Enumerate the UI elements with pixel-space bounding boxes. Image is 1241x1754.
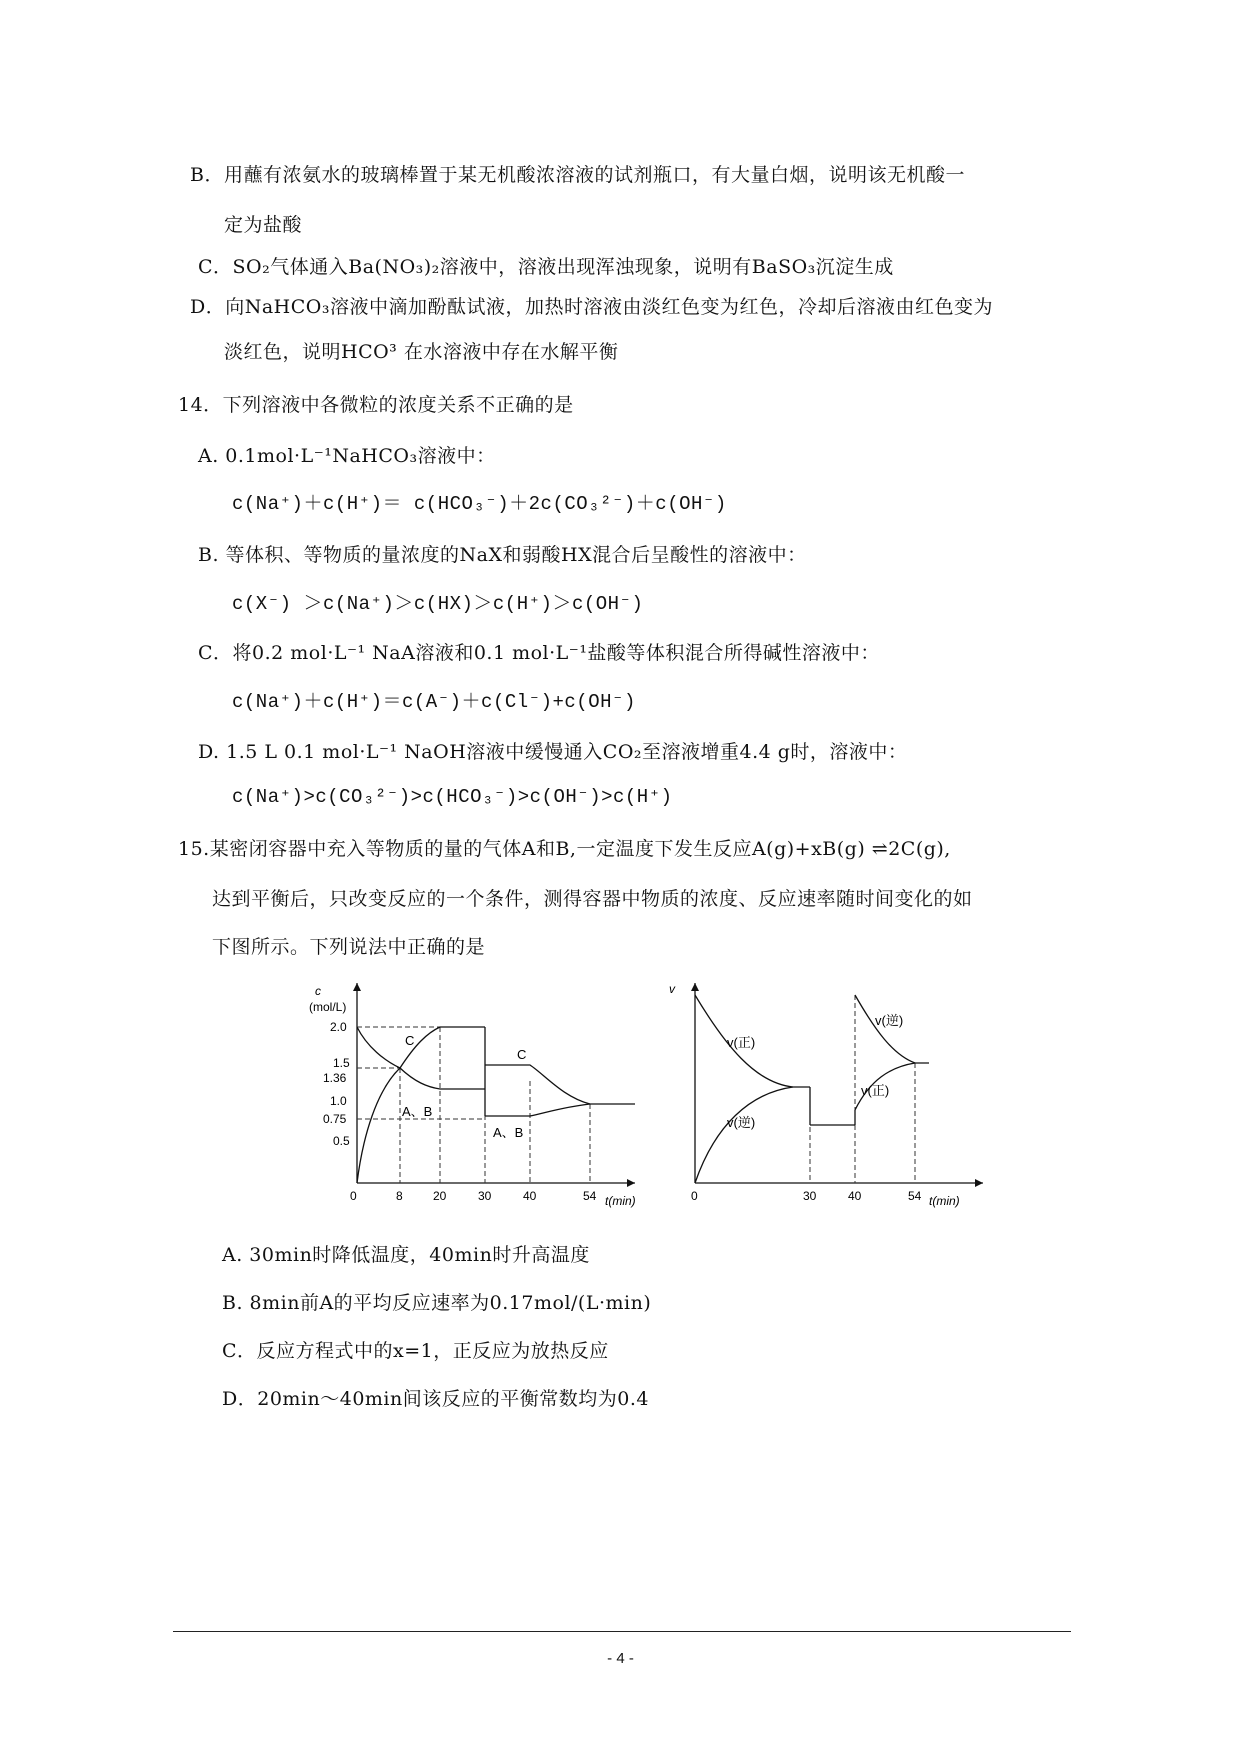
q15-option-a: A. 30min时降低温度，40min时升高温度 (222, 1244, 590, 1266)
c-chart-ytick-2.0: 2.0 (330, 1020, 347, 1034)
v-chart-xtick-40: 40 (848, 1189, 862, 1203)
q14-option-a-line1: A. 0.1mol·L⁻¹NaHCO₃溶液中： (198, 445, 496, 467)
c-chart-ytick-1.5: 1.5 (333, 1056, 350, 1070)
v-chart-reverse-rate-first (695, 1087, 793, 1183)
c-chart-label-c-first: C (405, 1033, 415, 1048)
q15-option-d: D．20min～40min间该反应的平衡常数均为0.4 (222, 1388, 649, 1410)
concentration-time-chart (305, 975, 645, 1215)
c-chart-xtick-8: 8 (396, 1189, 403, 1203)
v-chart-xtick-54: 54 (908, 1189, 922, 1203)
q14-stem: 14．下列溶液中各微粒的浓度关系不正确的是 (178, 394, 574, 416)
c-chart-ytick-0.75: 0.75 (323, 1112, 347, 1126)
c-chart-series-ab-after30 (485, 1104, 590, 1116)
q15-stem-line3: 下图所示。下列说法中正确的是 (212, 936, 486, 958)
q13-option-d-line1: D．向NaHCO₃溶液中滴加酚酞试液，加热时溶液由淡红色变为红色，冷却后溶液由红色变为 (190, 296, 993, 318)
c-chart-guide-lines (357, 1027, 590, 1183)
v-chart-label-forward-first: v(正) (727, 1035, 756, 1050)
v-chart-xtick-30: 30 (803, 1189, 817, 1203)
q13-option-d-line2: 淡红色，说明HCO³ 在水溶液中存在水解平衡 (224, 341, 619, 363)
v-chart-xtick-0: 0 (691, 1189, 698, 1203)
v-chart-ylabel: v (669, 982, 675, 996)
c-chart-xtick-40: 40 (523, 1189, 537, 1203)
c-chart-label-c-second: C (517, 1047, 527, 1062)
v-chart-label-reverse-first: v(逆) (727, 1115, 756, 1130)
c-chart-xtick-54: 54 (583, 1189, 597, 1203)
q15-stem-line2: 达到平衡后，只改变反应的一个条件，测得容器中物质的浓度、反应速率随时间变化的如 (212, 888, 973, 910)
q15-stem-line1: 15.某密闭容器中充入等物质的量的气体A和B,一定温度下发生反应A(g)+xB(g) ⇌2C(g), (178, 838, 951, 860)
c-chart-ytick-0.5: 0.5 (333, 1134, 350, 1148)
page-number: - 4 - (607, 1650, 634, 1667)
q14-option-d-line1: D. 1.5 L 0.1 mol·L⁻¹ NaOH溶液中缓慢通入CO₂至溶液增重4.4 g时，溶液中： (198, 741, 908, 763)
v-chart-xlabel: t(min) (929, 1194, 960, 1208)
c-chart-xtick-30: 30 (478, 1189, 492, 1203)
c-chart-ylabel: c (315, 984, 321, 998)
v-chart-label-forward-second: v(正) (861, 1083, 890, 1098)
v-chart-reverse-rate-second (855, 995, 915, 1063)
q14-option-c-equation: c(Na⁺)＋c(H⁺)＝c(A⁻)＋c(Cl⁻)+c(OH⁻) (232, 691, 636, 713)
q13-option-b-line1: B．用蘸有浓氨水的玻璃棒置于某无机酸浓溶液的试剂瓶口，有大量白烟，说明该无机酸一 (190, 164, 965, 186)
q14-option-d-equation: c(Na⁺)>c(CO₃²⁻)>c(HCO₃⁻)>c(OH⁻)>c(H⁺) (232, 786, 673, 808)
q14-option-b-line1: B. 等体积、等物质的量浓度的NaX和弱酸HX混合后呈酸性的溶液中： (198, 544, 807, 566)
q14-option-b-equation: c(X⁻) ＞c(Na⁺)＞c(HX)＞c(H⁺)＞c(OH⁻) (232, 593, 644, 615)
q15-option-c: C．反应方程式中的x=1，正反应为放热反应 (222, 1340, 609, 1362)
v-chart-label-reverse-second: v(逆) (875, 1013, 904, 1028)
c-chart-label-ab-second: A、B (493, 1125, 524, 1140)
c-chart-xtick-0: 0 (350, 1189, 357, 1203)
c-chart-ytick-1.36: 1.36 (323, 1071, 347, 1085)
c-chart-xtick-20: 20 (433, 1189, 447, 1203)
q13-option-b-line2: 定为盐酸 (224, 214, 303, 236)
q14-option-a-equation: c(Na⁺)＋c(H⁺)＝ c(HCO₃⁻)＋2c(CO₃²⁻)＋c(OH⁻) (232, 493, 727, 515)
c-chart-series-ab-fall (357, 1027, 485, 1089)
c-chart-xlabel: t(min) (605, 1194, 636, 1208)
rate-time-chart (665, 975, 995, 1215)
q15-option-b: B. 8min前A的平均反应速率为0.17mol/(L·min) (222, 1292, 652, 1314)
c-chart-ytick-1.0: 1.0 (330, 1094, 347, 1108)
c-chart-label-ab-first: A、B (402, 1104, 433, 1119)
q14-option-c-line1: C．将0.2 mol·L⁻¹ NaA溶液和0.1 mol·L⁻¹盐酸等体积混合所得碱性溶液中： (198, 642, 880, 664)
c-chart-ylabel-unit: (mol/L) (309, 1000, 347, 1014)
footer-rule (173, 1631, 1071, 1632)
c-chart-series-c-after30 (485, 1065, 635, 1104)
q13-option-c: C．SO₂气体通入Ba(NO₃)₂溶液中，溶液出现浑浊现象，说明有BaSO₃沉淀生成 (198, 256, 894, 278)
